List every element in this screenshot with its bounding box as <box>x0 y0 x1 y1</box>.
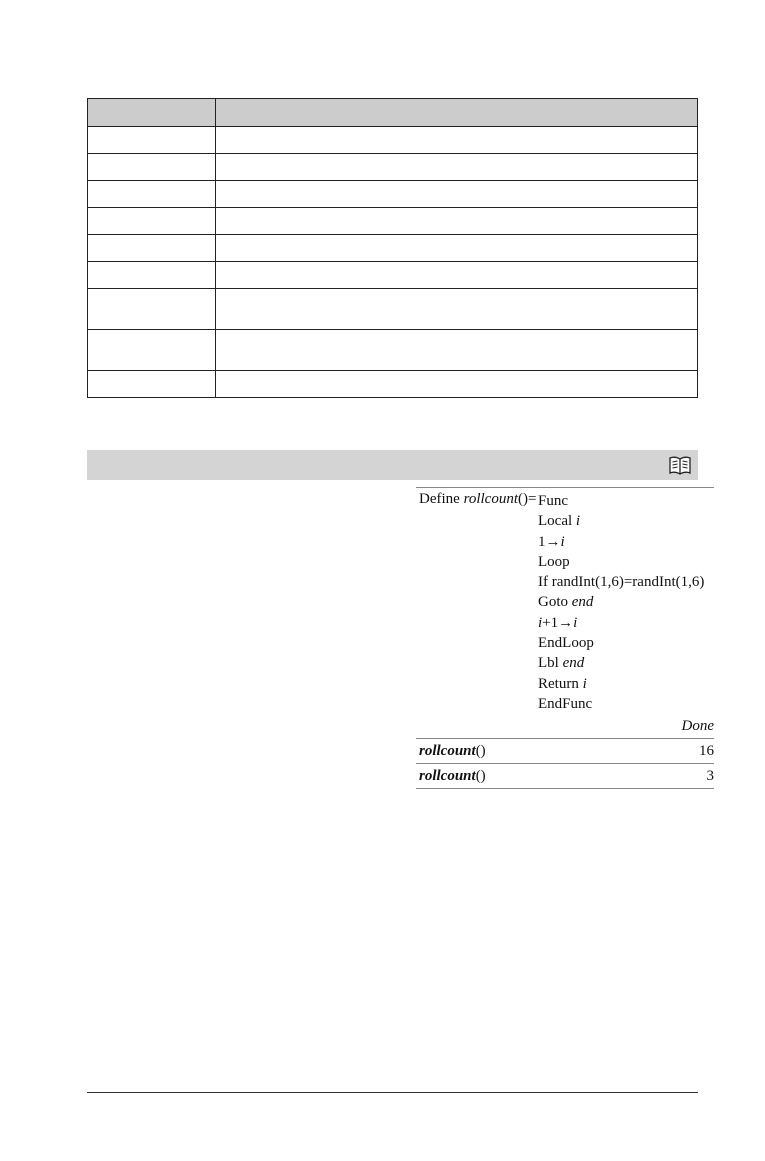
number: 1 <box>538 533 546 550</box>
table-row <box>88 262 698 289</box>
table-cell <box>88 289 216 330</box>
table-row <box>88 371 698 398</box>
keyword: EndFunc <box>538 695 593 712</box>
code-line <box>538 572 704 592</box>
define-keyword: Define <box>419 491 460 507</box>
code-line <box>538 653 704 673</box>
variable: i <box>573 614 578 631</box>
table-cell <box>88 235 216 262</box>
code-line <box>538 613 704 633</box>
table-header-row <box>88 99 698 127</box>
keyword: Loop <box>538 553 570 570</box>
table-header-cell <box>88 99 216 127</box>
code-line <box>538 552 704 572</box>
table-cell <box>216 289 698 330</box>
store-arrow: → <box>545 533 561 550</box>
keyword: EndLoop <box>538 635 594 652</box>
table-row <box>88 208 698 235</box>
table-cell <box>216 235 698 262</box>
table-header-cell <box>216 99 698 127</box>
section-header-bar <box>87 450 698 480</box>
table-cell <box>88 371 216 398</box>
table-cell <box>216 371 698 398</box>
table-cell <box>88 262 216 289</box>
builtin-function: randInt <box>551 574 596 591</box>
table-cell <box>216 127 698 154</box>
table-cell <box>88 181 216 208</box>
keyword: Return <box>538 675 579 692</box>
table-cell <box>88 127 216 154</box>
example-pane <box>416 487 714 789</box>
result-value: 3 <box>706 768 714 784</box>
table-cell <box>216 154 698 181</box>
code-line <box>538 592 704 612</box>
define-entry <box>416 488 714 738</box>
arguments: (1,6) <box>675 574 705 591</box>
code-line <box>538 532 704 552</box>
table-cell <box>88 208 216 235</box>
builtin-function: randInt <box>632 574 676 591</box>
parens: () <box>475 743 486 759</box>
function-name: rollcount <box>463 491 519 507</box>
label-name: end <box>562 655 585 672</box>
function-call: rollcount <box>419 768 476 784</box>
table-cell <box>88 330 216 371</box>
parens: () <box>518 491 529 507</box>
table-cell <box>216 208 698 235</box>
parens: () <box>475 768 486 784</box>
define-header <box>419 491 536 508</box>
arguments: (1,6) <box>595 574 624 591</box>
equals-sign: = <box>528 491 537 507</box>
variable: i <box>560 533 565 550</box>
table-cell <box>216 262 698 289</box>
keyword: Local <box>538 513 573 530</box>
catalog-book-icon <box>668 453 692 477</box>
function-body <box>538 491 704 714</box>
table-cell <box>216 330 698 371</box>
call-expression <box>419 739 486 763</box>
table-cell <box>88 154 216 181</box>
result-done: Done <box>681 718 714 734</box>
code-line <box>538 633 704 653</box>
function-call: rollcount <box>419 743 476 759</box>
reference-table <box>87 98 698 398</box>
variable: i <box>582 675 587 692</box>
table-row <box>88 181 698 208</box>
table-row <box>88 154 698 181</box>
table-row <box>88 289 698 330</box>
divider <box>416 788 714 789</box>
code-line <box>538 694 704 714</box>
footer-divider <box>87 1092 698 1093</box>
table-row <box>88 127 698 154</box>
table-row <box>88 330 698 371</box>
table-row <box>88 235 698 262</box>
variable: i <box>538 614 543 631</box>
code-line <box>538 511 704 531</box>
result-value: 16 <box>699 743 714 759</box>
code-line <box>538 491 704 511</box>
variable: i <box>575 513 581 530</box>
equals-sign: = <box>623 574 633 591</box>
store-arrow: → <box>558 614 574 631</box>
call-expression <box>419 764 486 788</box>
keyword: Lbl <box>538 655 559 672</box>
result-row <box>416 764 714 788</box>
keyword: Goto <box>538 594 568 611</box>
table-cell <box>216 181 698 208</box>
keyword: Func <box>538 493 568 509</box>
expression: +1 <box>542 614 559 631</box>
keyword: If <box>538 574 548 591</box>
code-line <box>538 674 704 694</box>
result-row <box>416 739 714 763</box>
label-name: end <box>571 594 594 611</box>
